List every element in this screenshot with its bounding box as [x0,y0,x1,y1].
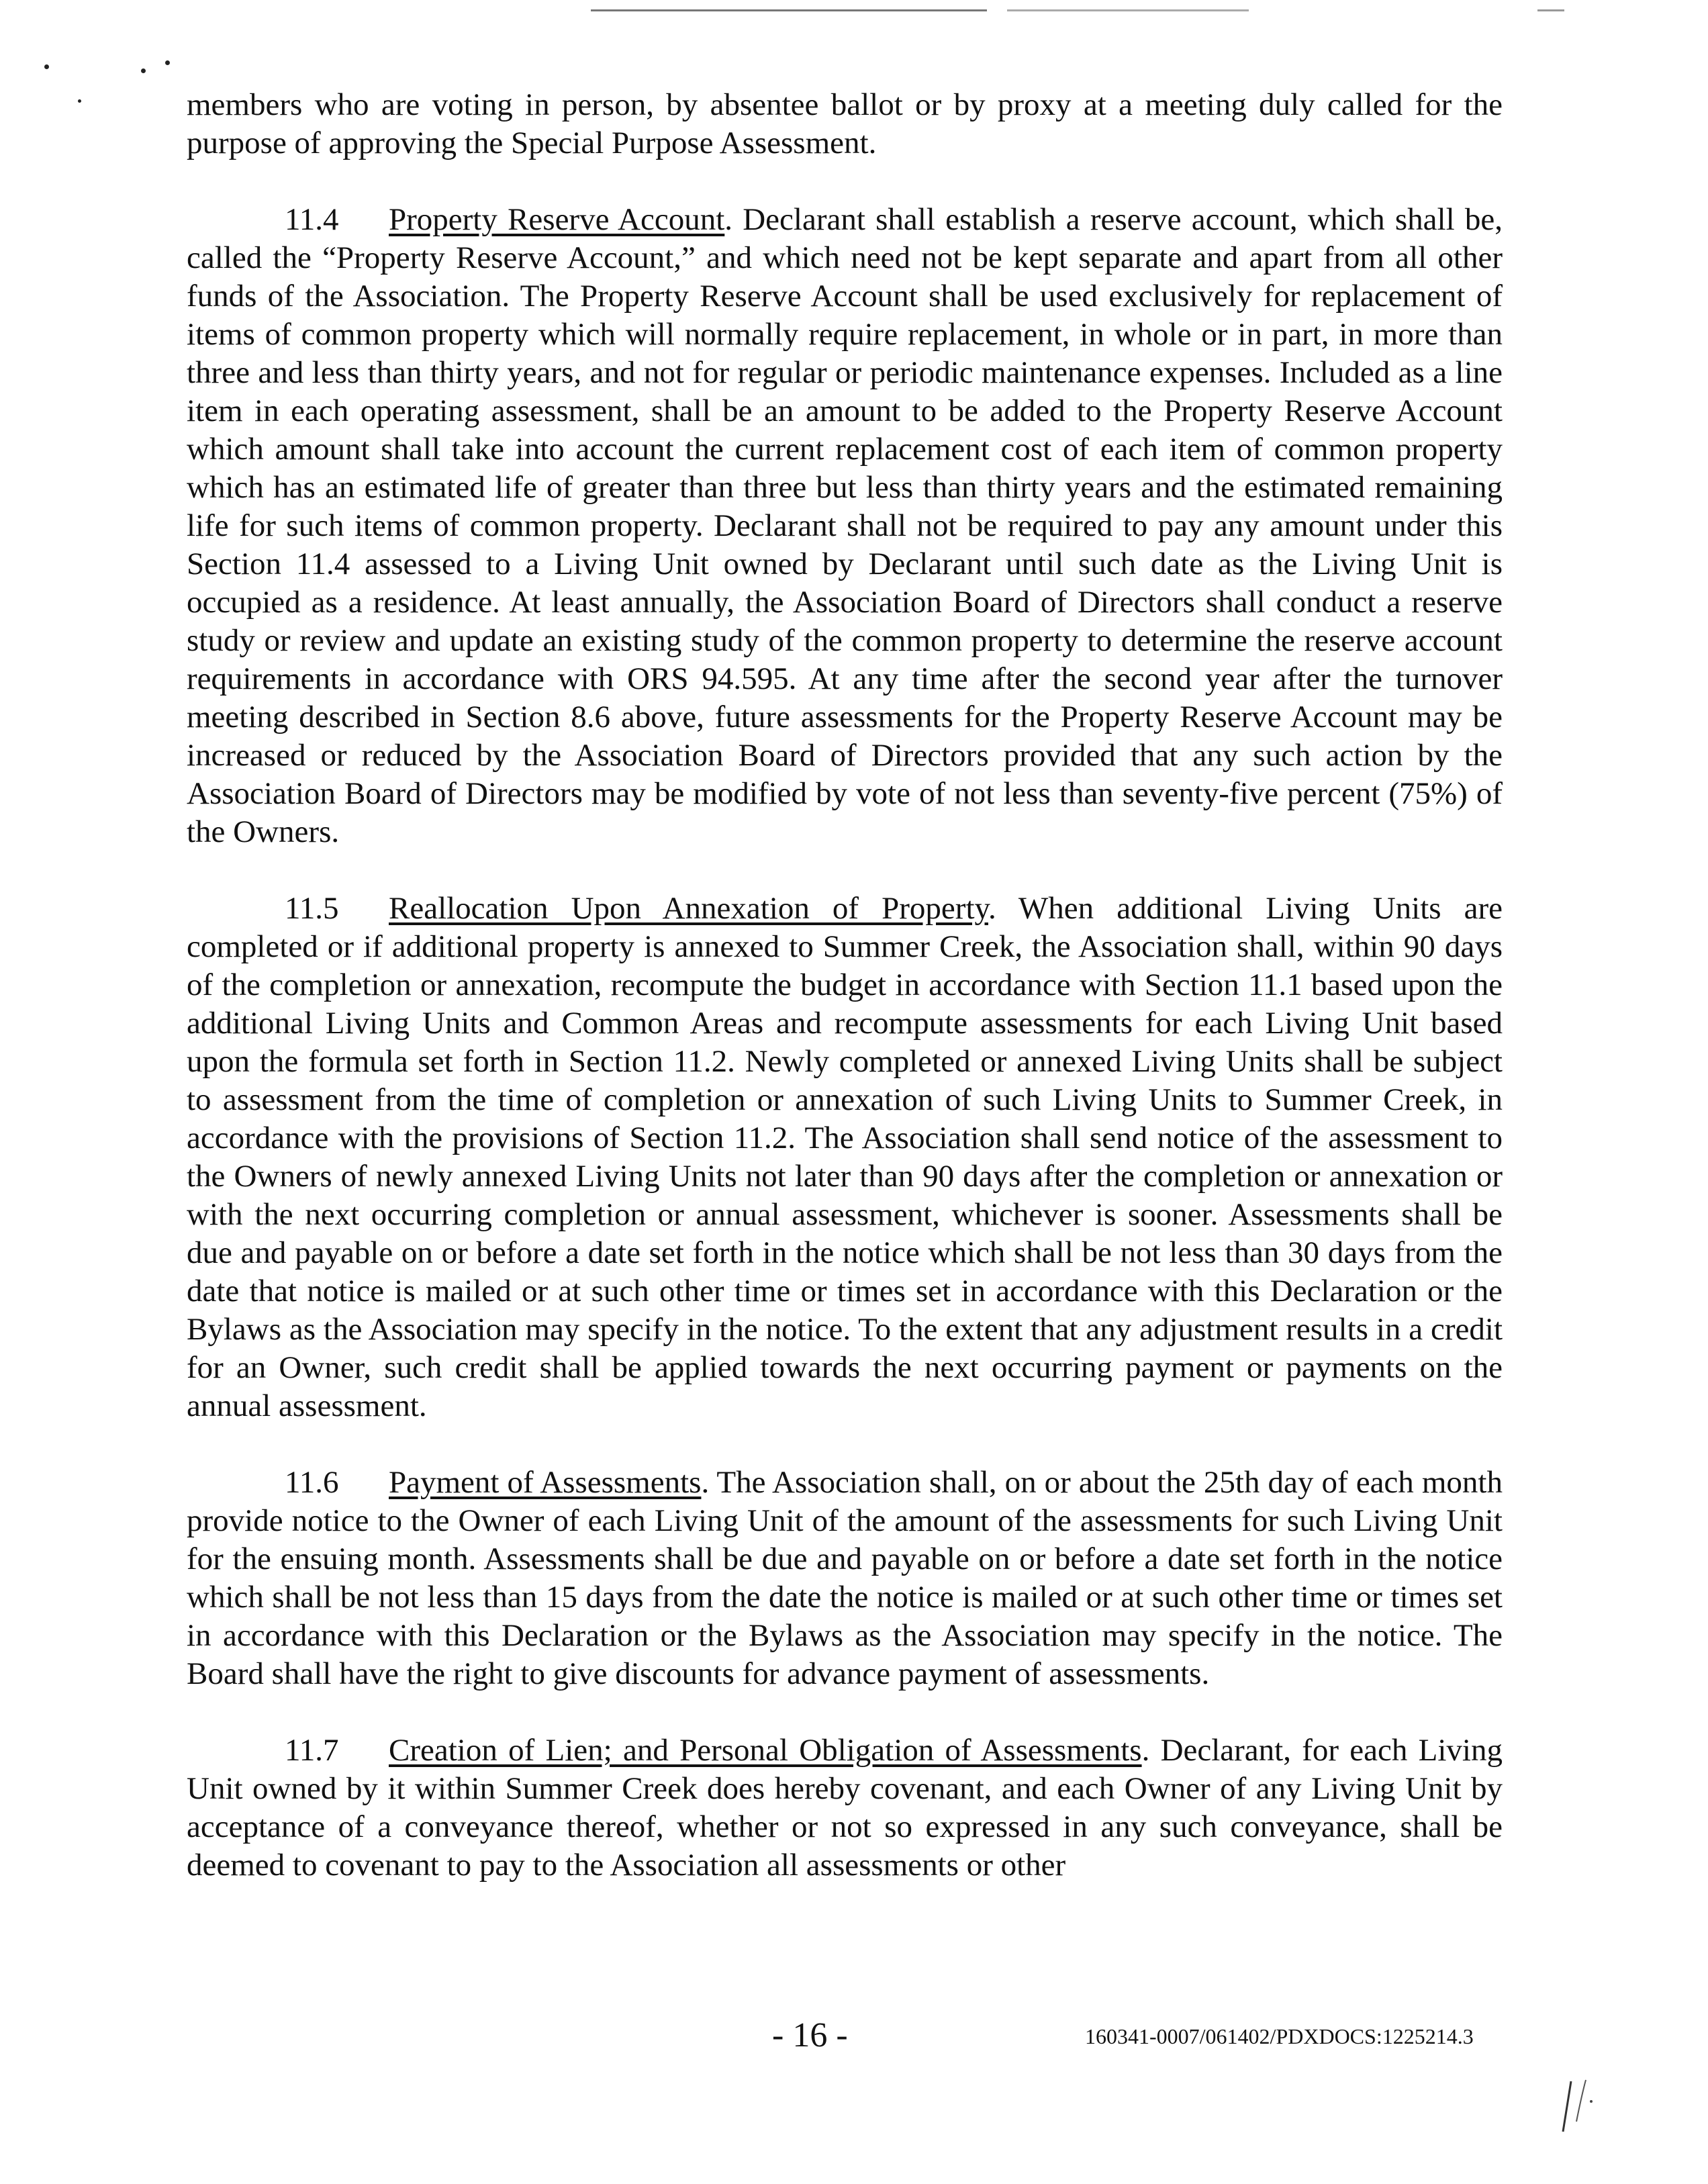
opening-paragraph: members who are voting in person, by absentee ballot or by proxy at a meeting duly called for the purpose of approving the Special Purpose Assessment. [187,87,1503,160]
section-11-6 [187,1464,1503,1693]
section-number: 11.5 [285,891,339,926]
section-number: 11.4 [285,202,339,237]
page-number: - 16 - [772,2016,848,2054]
section-number: 11.6 [285,1465,339,1500]
section-heading: Property Reserve Account [389,202,725,237]
section-body: . The Association shall, on or about the 25th day of each month provide notice to the Owner of each Living Unit of the amount of the assessments for such Living Unit for the ensuing month. Assessments shall be due and payable on or before a date set forth in the notice which shall be not less than 15 days from the date the notice is mailed or at such other time or times set in accordance with this Declaration or the Bylaws as the Association may specify in the notice. The Board shall have the right to give discounts for advance payment of assessments. [187,1465,1503,1691]
scan-artifact-speck [141,68,146,73]
document-body [187,86,1503,1885]
section-11-7 [187,1731,1503,1885]
section-11-4 [187,201,1503,851]
section-heading: Reallocation Upon Annexation of Property [389,891,988,926]
section-11-5 [187,890,1503,1425]
handwritten-initials-mark [1559,2075,1599,2135]
scan-artifact-speck [165,60,170,65]
section-heading: Creation of Lien; and Personal Obligation of Assessments [389,1733,1142,1768]
section-number: 11.7 [285,1733,339,1768]
document-code: 160341-0007/061402/PDXDOCS:1225214.3 [1085,2024,1474,2048]
scan-artifact-speck [44,64,49,69]
scan-artifact-speck [78,99,81,103]
section-heading: Payment of Assessments [389,1465,702,1500]
section-body: . Declarant, for each Living Unit owned by it within Summer Creek does hereby covenant, and each Owner of any Living Unit by acceptance of a conveyance thereof, whether or not so expressed in any such conveyance, shall be deemed to covenant to pay to the Association all assessments or other [187,1733,1503,1883]
scan-artifact-line [591,9,987,11]
scan-artifact-line [1007,9,1249,11]
section-body: . When additional Living Units are completed or if additional property is annexed to Summer Creek, the Association shall, within 90 days of the completion or annexation, recompute the budget in accordance with Section 11.1 based upon the additional Living Units and Common Areas and recompute assessments for each Living Unit based upon the formula set forth in Section 11.2. Newly completed or annexed Living Units shall be subject to assessment from the time of completion or annexation of such Living Units to Summer Creek, in accordance with the provisions of Section 11.2. The Association shall send notice of the assessment to the Owners of newly annexed Living Units not later than 90 days after the completion or annexation or with the next occurring completion or annual assessment, whichever is sooner. Assessments shall be due and payable on or before a date set forth in the notice which shall be not less than 30 days from the date that notice is mailed or at such other time or times set in accordance with this Declaration or the Bylaws as the Association may specify in the notice. To the extent that any adjustment results in a credit for an Owner, such credit shall be applied towards the next occurring payment or payments on the annual assessment. [187,891,1503,1423]
scan-artifact-line [1537,9,1564,11]
section-body: . Declarant shall establish a reserve account, which shall be, called the “Property Reserve Account,” and which need not be kept separate and apart from all other funds of the Association. The Property Reserve Account shall be used exclusively for replacement of items of common property which will normally require replacement, in whole or in part, in more than three and less than thirty years, and not for regular or periodic maintenance expenses. Included as a line item in each operating assessment, shall be an amount to be added to the Property Reserve Account which amount shall take into account the current replacement cost of each item of common property which has an estimated life of greater than three but less than thirty years and the estimated remaining life for such items of common property. Declarant shall not be required to pay any amount under this Section 11.4 assessed to a Living Unit owned by Declarant until such date as the Living Unit is occupied as a residence. At least annually, the Association Board of Directors shall conduct a reserve study or review and update an existing study of the common property to determine the reserve account requirements in accordance with ORS 94.595. At any time after the second year after the turnover meeting described in Section 8.6 above, future assessments for the Property Reserve Account may be increased or reduced by the Association Board of Directors provided that any such action by the Association Board of Directors may be modified by vote of not less than seventy-five percent (75%) of the Owners. [187,202,1503,849]
